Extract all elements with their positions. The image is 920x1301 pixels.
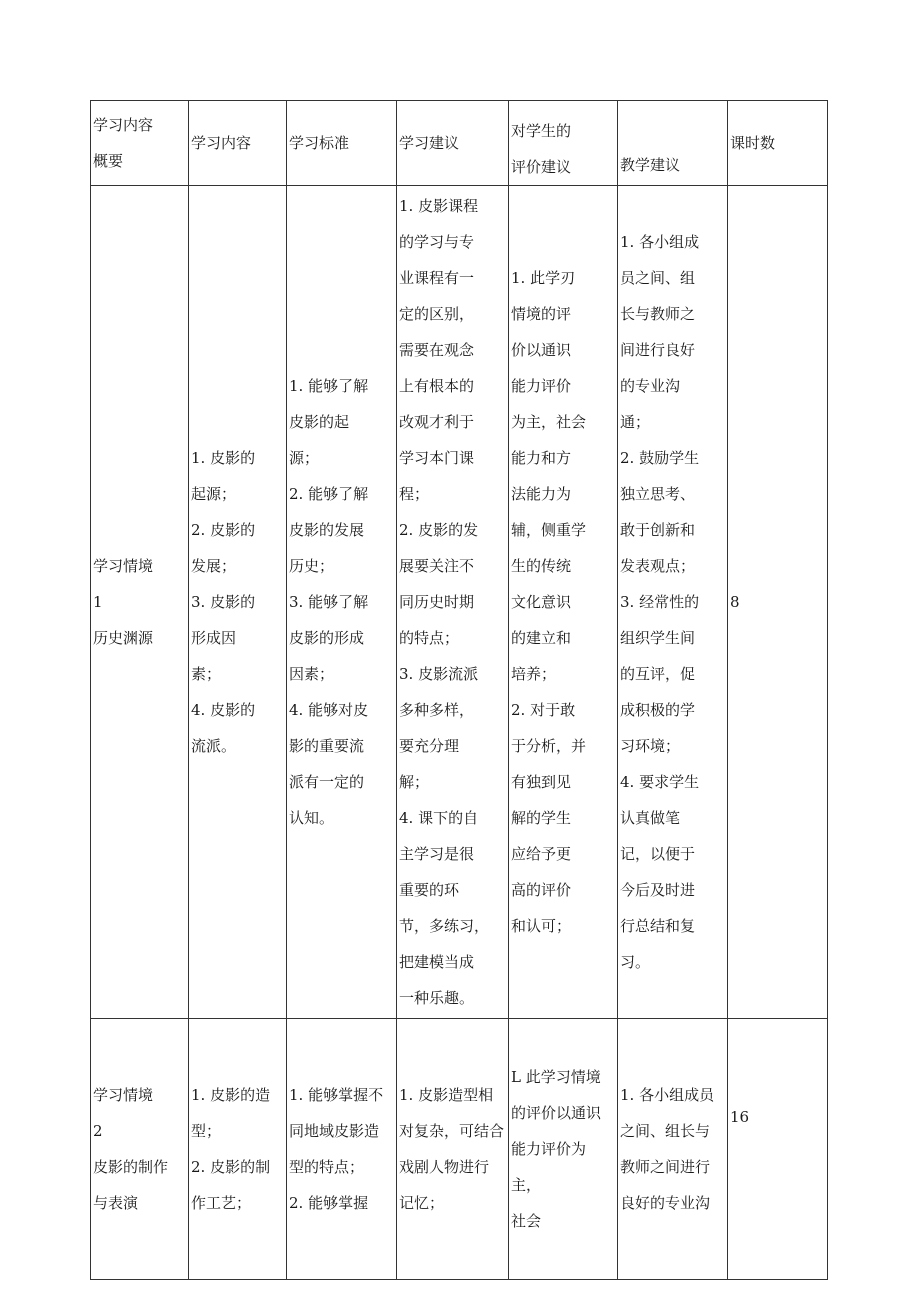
cell-line: 的特点； (399, 629, 460, 647)
header-evaluation (509, 101, 618, 186)
cell-line: 与表演 (93, 1194, 139, 1212)
row2-teaching (618, 1019, 728, 1280)
cell-lines (93, 1077, 186, 1221)
cell-line: 社会 (511, 1212, 542, 1230)
cell-line: 价以通识 (511, 341, 572, 359)
cell-line: 学习本门课 (399, 449, 475, 467)
cell-line: L 此学习情境 (511, 1068, 601, 1086)
cell-line: 4. 要求学生 (620, 773, 700, 791)
cell-line: 同地域皮影造 (289, 1122, 380, 1140)
row1-content (189, 186, 287, 1019)
cell-line: 应给予更 (511, 845, 572, 863)
cell-line: 2 (93, 1122, 103, 1140)
cell-line: 生的传统 (511, 557, 572, 575)
cell-line: 同历史时期 (399, 593, 475, 611)
cell-line: 1 (93, 593, 103, 611)
header-summary-line: 学习内容 (93, 116, 154, 134)
cell-line: 2. 皮影的发 (399, 521, 479, 539)
cell-line: 历史； (289, 557, 335, 575)
cell-lines (399, 1077, 506, 1221)
cell-line: 情境的评 (511, 305, 572, 323)
cell-line: 的评价以通识 (511, 1104, 602, 1122)
header-summary-line: 概要 (93, 152, 124, 170)
cell-lines (191, 440, 284, 764)
cell-line: 有独到见 (511, 773, 572, 791)
cell-lines (289, 368, 394, 836)
cell-line: 1. 各小组成 (620, 233, 700, 251)
cell-line: 3. 皮影的 (191, 593, 256, 611)
header-summary (91, 101, 189, 186)
cell-line: 1. 皮影的造 (191, 1086, 271, 1104)
row1-standard (287, 186, 397, 1019)
cell-line: 发表观点； (620, 557, 696, 575)
cell-line: 戏剧人物进行 (399, 1158, 490, 1176)
header-teaching: 教学建议 (618, 101, 728, 186)
cell-line: 素； (191, 665, 222, 683)
header-evaluation-line: 对学生的 (511, 122, 572, 140)
cell-lines (511, 1059, 615, 1239)
cell-line: 教师之间进行 (620, 1158, 711, 1176)
header-evaluation-lines (511, 113, 615, 185)
cell-line: 要充分理 (399, 737, 460, 755)
cell-line: 的建立和 (511, 629, 572, 647)
cell-line: 培养； (511, 665, 557, 683)
cell-line: 2. 能够掌握 (289, 1194, 369, 1212)
cell-line: 3. 皮影流派 (399, 665, 479, 683)
cell-lines (399, 188, 506, 1016)
cell-line: 的互评，促 (620, 665, 696, 683)
cell-line: 敢于创新和 (620, 521, 696, 539)
cell-line: 影的重要流 (289, 737, 365, 755)
cell-line: 组织学生间 (620, 629, 696, 647)
cell-line: 4. 能够对皮 (289, 701, 369, 719)
cell-line: 能力和方 (511, 449, 572, 467)
cell-line: 今后及时进 (620, 881, 696, 899)
cell-line: 通； (620, 413, 651, 431)
cell-line: 皮影的起 (289, 413, 350, 431)
cell-line: 对复杂，可结合 (399, 1122, 505, 1140)
cell-line: 行总结和复 (620, 917, 696, 935)
cell-line: 2. 皮影的 (191, 521, 256, 539)
cell-lines (93, 548, 186, 656)
cell-line: 型； (191, 1122, 222, 1140)
row1-evaluation (509, 186, 618, 1019)
cell-line: 记忆； (399, 1194, 445, 1212)
row2-content (189, 1019, 287, 1280)
cell-line: 皮影的发展 (289, 521, 365, 539)
row1-teaching (618, 186, 728, 1019)
header-suggestion: 学习建议 (397, 101, 509, 186)
cell-line: 的专业沟 (620, 377, 681, 395)
cell-line: 皮影的形成 (289, 629, 365, 647)
cell-lines (191, 1077, 284, 1221)
cell-line: 节，多练习， (399, 917, 490, 935)
cell-line: 成积极的学 (620, 701, 696, 719)
cell-lines (620, 224, 725, 980)
cell-line: 把建模当成 (399, 953, 475, 971)
cell-line: 业课程有一 (399, 269, 475, 287)
cell-line: 高的评价 (511, 881, 572, 899)
cell-line: 和认可； (511, 917, 572, 935)
cell-line: 于分析，并 (511, 737, 587, 755)
row2-standard (287, 1019, 397, 1280)
cell-line: 派有一定的 (289, 773, 365, 791)
header-standard: 学习标准 (287, 101, 397, 186)
cell-line: 法能力为 (511, 485, 572, 503)
row2-hours: 16 (728, 1019, 828, 1280)
header-row (91, 101, 828, 186)
table-row (91, 186, 828, 1019)
cell-line: 1. 皮影造型相 (399, 1086, 494, 1104)
header-hours: 课时数 (728, 101, 828, 186)
cell-line: 2. 鼓励学生 (620, 449, 700, 467)
cell-line: 因素； (289, 665, 335, 683)
cell-line: 展要关注不 (399, 557, 475, 575)
header-content: 学习内容 (189, 101, 287, 186)
cell-line: 1. 皮影课程 (399, 197, 479, 215)
cell-line: 学习情境 (93, 557, 154, 575)
cell-line: 型的特点； (289, 1158, 365, 1176)
cell-line: 1. 能够了解 (289, 377, 369, 395)
cell-line: 记，以便于 (620, 845, 696, 863)
course-plan-table (90, 100, 828, 1280)
cell-line: 文化意识 (511, 593, 572, 611)
cell-line: 学习情境 (93, 1086, 154, 1104)
cell-line: 2. 皮影的制 (191, 1158, 271, 1176)
row2-evaluation (509, 1019, 618, 1280)
cell-line: 源； (289, 449, 320, 467)
cell-line: 能力评价为主， (511, 1140, 587, 1194)
row2-suggestion (397, 1019, 509, 1280)
cell-line: 2. 能够了解 (289, 485, 369, 503)
cell-line: 能力评价 (511, 377, 572, 395)
cell-line: 习。 (620, 953, 651, 971)
cell-line: 改观才利于 (399, 413, 475, 431)
header-summary-lines (93, 107, 186, 179)
cell-line: 独立思考、 (620, 485, 696, 503)
cell-line: 形成因 (191, 629, 237, 647)
cell-line: 起源； (191, 485, 237, 503)
cell-line: 重要的环 (399, 881, 460, 899)
cell-line: 定的区别， (399, 305, 475, 323)
cell-line: 1. 此学刃 (511, 269, 576, 287)
header-evaluation-line: 评价建议 (511, 158, 572, 176)
cell-line: 间进行良好 (620, 341, 696, 359)
cell-line: 历史渊源 (93, 629, 154, 647)
row1-summary (91, 186, 189, 1019)
cell-line: 员之间、组 (620, 269, 696, 287)
row2-summary (91, 1019, 189, 1280)
cell-line: 的学习与专 (399, 233, 475, 251)
cell-line: 1. 能够掌握不 (289, 1086, 384, 1104)
cell-line: 流派。 (191, 737, 237, 755)
cell-line: 一种乐趣。 (399, 989, 475, 1007)
cell-line: 程； (399, 485, 430, 503)
cell-line: 辅，侧重学 (511, 521, 587, 539)
cell-line: 认真做笔 (620, 809, 681, 827)
cell-line: 多种多样， (399, 701, 475, 719)
cell-lines (289, 1077, 394, 1221)
cell-line: 良好的专业沟 (620, 1194, 711, 1212)
cell-line: 之间、组长与 (620, 1122, 711, 1140)
cell-line: 解； (399, 773, 430, 791)
cell-line: 认知。 (289, 809, 335, 827)
row1-suggestion (397, 186, 509, 1019)
cell-line: 主学习是很 (399, 845, 475, 863)
cell-line: 上有根本的 (399, 377, 475, 395)
cell-line: 发展； (191, 557, 237, 575)
table-row (91, 1019, 828, 1280)
cell-line: 3. 能够了解 (289, 593, 369, 611)
cell-line: 皮影的制作 (93, 1158, 169, 1176)
cell-line: 习环境； (620, 737, 681, 755)
cell-line: 4. 皮影的 (191, 701, 256, 719)
cell-line: 需要在观念 (399, 341, 475, 359)
cell-line: 作工艺； (191, 1194, 252, 1212)
cell-line: 3. 经常性的 (620, 593, 700, 611)
cell-line: 4. 课下的自 (399, 809, 479, 827)
cell-lines (620, 1077, 725, 1221)
cell-lines (511, 260, 615, 944)
cell-line: 1. 各小组成员 (620, 1086, 715, 1104)
cell-line: 1. 皮影的 (191, 449, 256, 467)
cell-line: 长与教师之 (620, 305, 696, 323)
cell-line: 解的学生 (511, 809, 572, 827)
cell-line: 为主，社会 (511, 413, 587, 431)
cell-line: 2. 对于敢 (511, 701, 576, 719)
row1-hours: 8 (728, 186, 828, 1019)
